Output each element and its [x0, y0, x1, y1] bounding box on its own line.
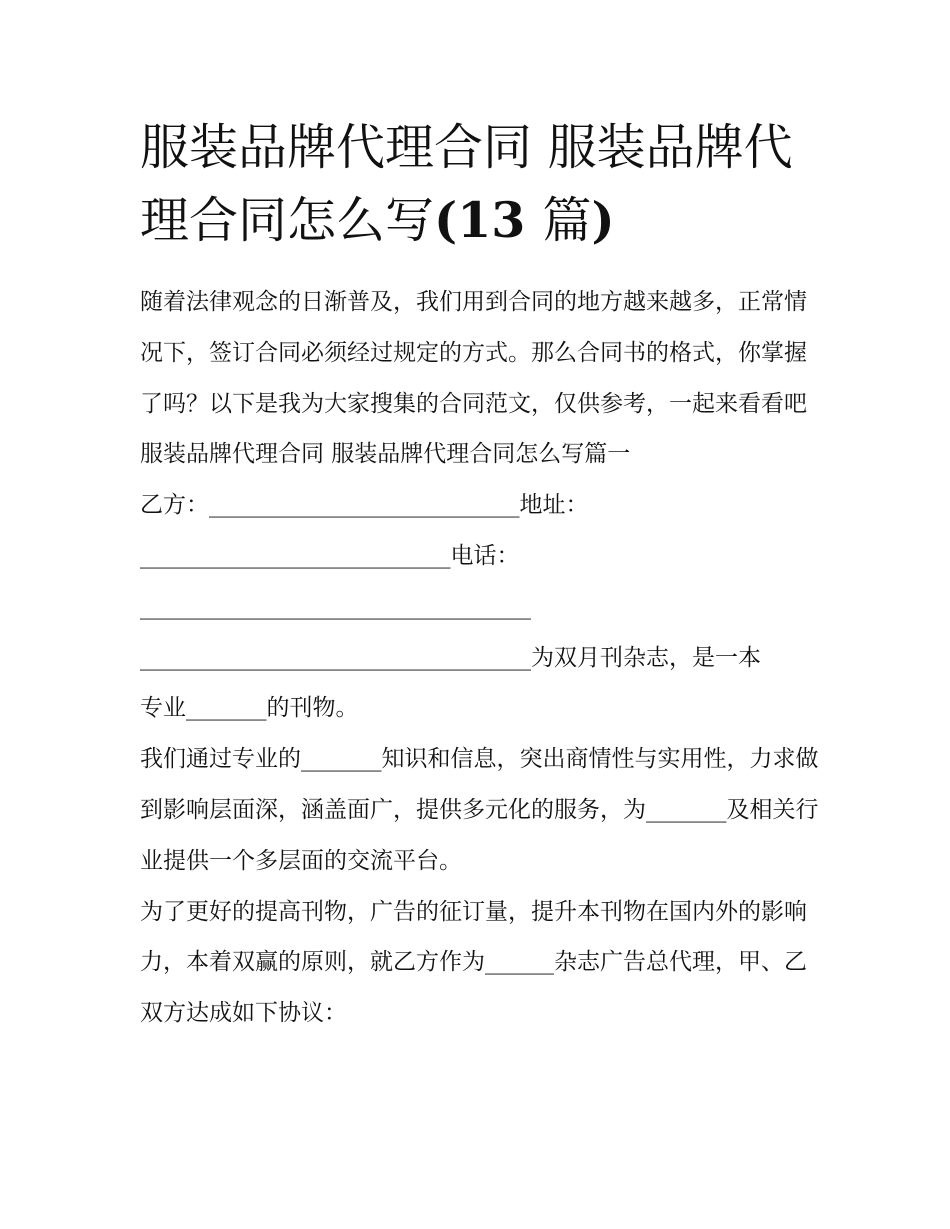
magazine-line-a: __________________________________为双月刊杂志，是一本	[140, 644, 761, 671]
title-unit: 篇	[542, 192, 592, 249]
title-text: 服装品牌代理合同 服装品牌代理合同怎么写	[140, 119, 793, 249]
blank-line: __________________________________	[140, 593, 531, 620]
title-paren-close: )	[591, 191, 615, 249]
phone-line: ___________________________电话：	[140, 542, 520, 569]
title-count: (13	[434, 191, 543, 249]
agreement-paragraph: 为了更好的提高刊物，广告的征订量，提升本刊物在国内外的影响力，本着双赢的原则，就乙方作为______杂志广告总代理，甲、乙双方达成如下协议：	[140, 898, 807, 1027]
document-body	[140, 277, 820, 1039]
services-paragraph: 我们通过专业的_______知识和信息，突出商情性与实用性，力求做到影响层面深，涵盖面广，提供多元化的服务，为_______及相关行业提供一个多层面的交流平台。	[140, 746, 819, 874]
magazine-line-b: 专业_______的刊物。	[140, 695, 359, 722]
document-title	[140, 112, 820, 257]
section-heading: 服装品牌代理合同 服装品牌代理合同怎么写篇一	[140, 441, 631, 468]
intro-paragraph: 随着法律观念的日渐普及，我们用到合同的地方越来越多，正常情况下，签订合同必须经过规定的方式。那么合同书的格式，你掌握了吗？以下是我为大家搜集的合同范文，仅供参考，一起来看看吧	[140, 289, 807, 417]
party-b-address-line: 乙方：___________________________地址：	[140, 492, 589, 519]
